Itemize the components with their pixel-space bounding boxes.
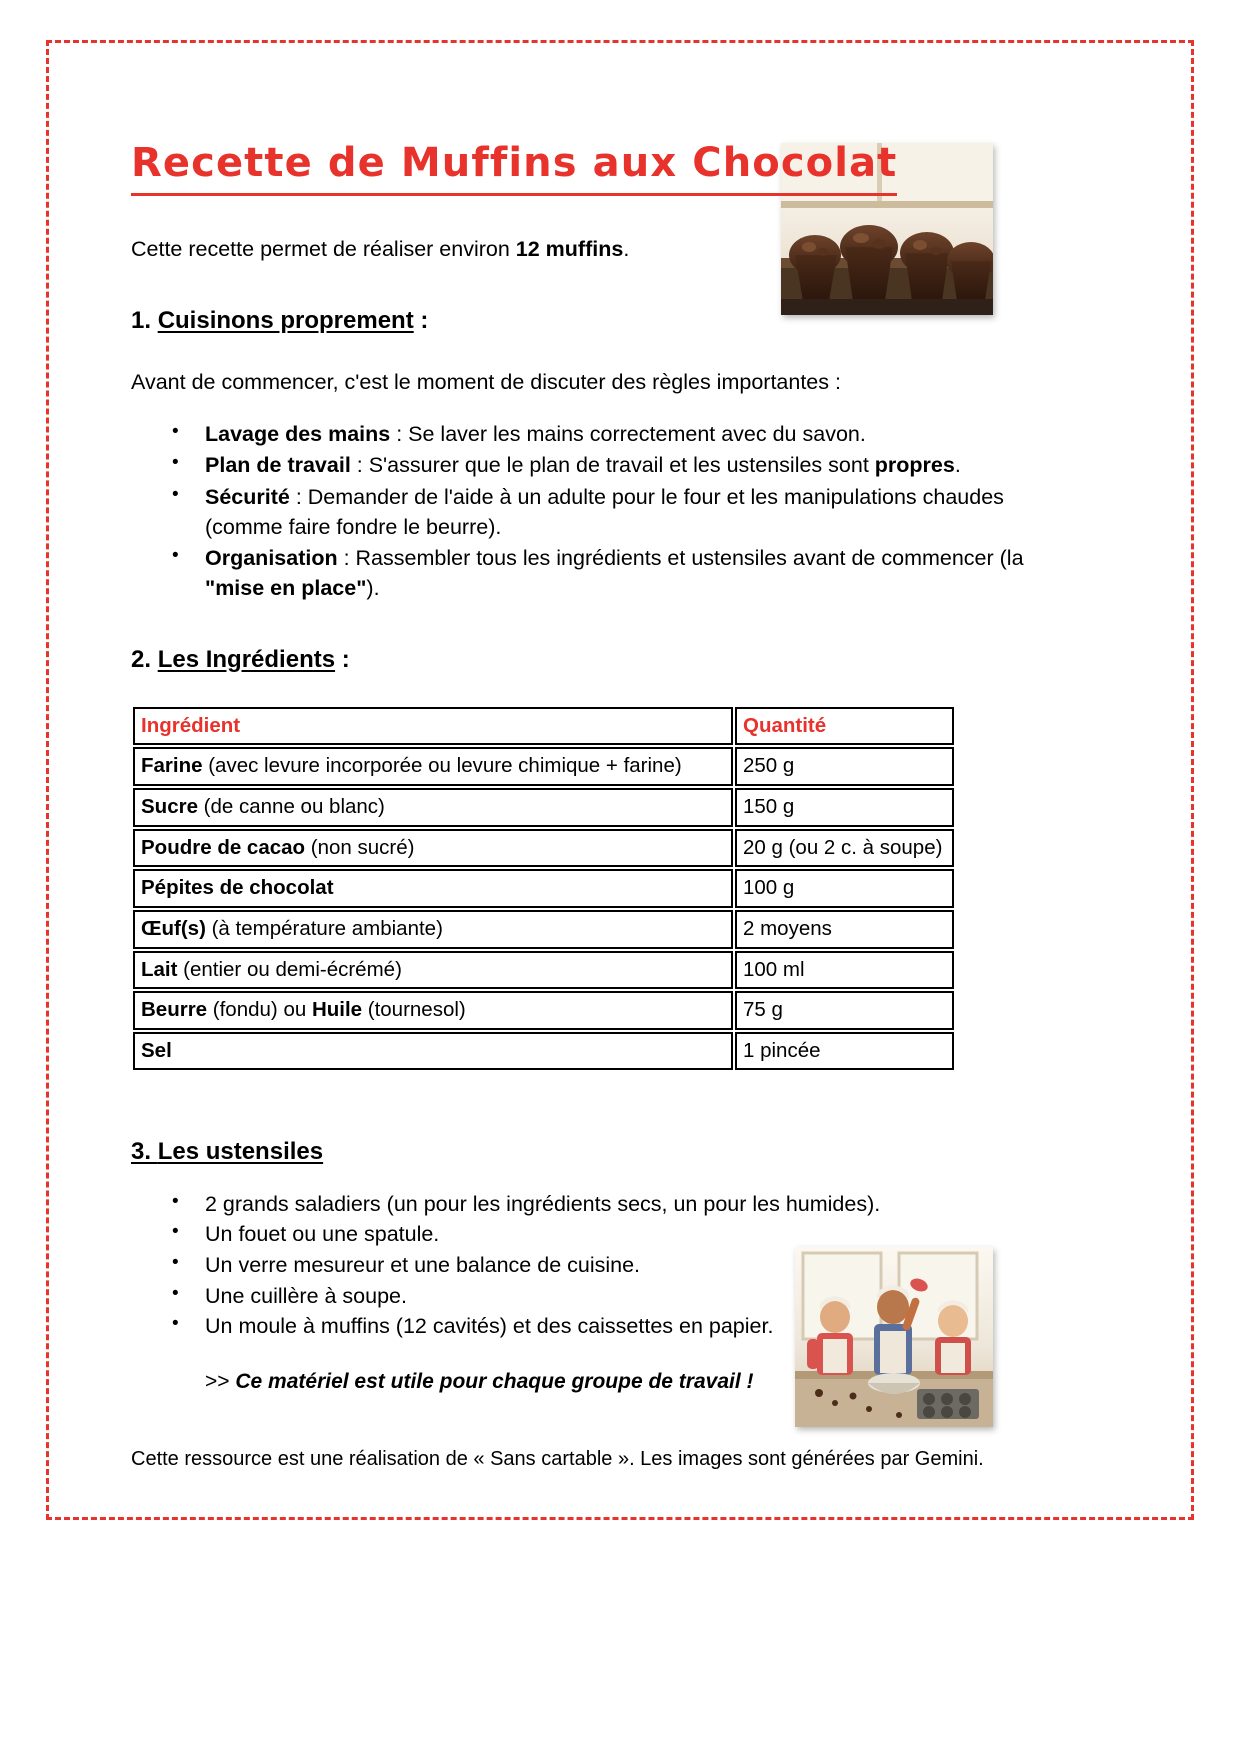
document-content [131,140,1031,1394]
rule-bold-tail: "mise en place" [205,576,367,600]
rule-text: : Rassembler tous les ingrédients et ustensiles avant de commencer (la [337,546,1024,571]
ingredient-detail: (à température ambiante) [205,916,443,940]
cell-quantity: 250 g [735,747,954,786]
ingredient-detail: (non sucré) [305,835,415,859]
ingredient-name: Sel [141,1038,172,1062]
section-1-intro: Avant de commencer, c'est le moment de discuter des règles importantes : [131,369,841,394]
table-header-row [133,707,954,746]
section-1-number: 1. [131,307,152,335]
ingredient-detail: (entier ou demi-écrémé) [177,957,402,981]
section-2-heading [131,644,1031,675]
section-1-title: Cuisinons proprement [157,307,414,335]
rule-term: Plan de travail [205,453,351,478]
list-item: • Un moule à muffins (12 cavités) et des caissettes en papier. [205,1312,1031,1342]
cell-ingredient [133,1032,733,1071]
section-2-title: Les Ingrédients [157,645,336,673]
list-item: • Une cuillère à soupe. [205,1282,1031,1312]
rule-term: Lavage des mains [205,421,391,446]
rule-text: : Demander de l'aide à un adulte pour le four et les manipulations chaudes (comme faire fondre le beurre). [205,485,1004,539]
section-1-colon: : [413,307,429,335]
footer-note: Cette ressource est une réalisation de « Sans cartable ». Les images sont générées par Gemini. [131,1448,984,1470]
column-header-ingredient: Ingrédient [133,707,733,746]
table-row [133,991,954,1030]
table-row [133,788,954,827]
cell-ingredient [133,991,733,1030]
intro-bold-count: 12 muffins [515,237,624,262]
cell-quantity: 100 ml [735,951,954,990]
table-row [133,1032,954,1071]
ingredient-detail-alt: (tournesol) [362,998,466,1022]
kids-baking-photo [795,1247,993,1427]
rule-bold-tail: propres [874,453,955,478]
cell-ingredient [133,910,733,949]
list-item [205,544,1031,603]
ingredient-name-alt: Huile [311,998,363,1022]
ingredient-name: Poudre de cacao [141,835,306,859]
rule-term: Organisation [205,546,338,571]
section-3-heading [131,1136,323,1167]
section-3-number: 3. [131,1138,152,1166]
kids-baking-illustration [795,1247,993,1427]
ingredient-name: Beurre [141,998,208,1022]
ingredient-detail: (avec levure incorporée ou levure chimique + farine) [202,754,682,778]
table-row [133,951,954,990]
section-3-title: Les ustensiles [157,1138,324,1166]
table-row [133,869,954,908]
page-title: Recette de Muffins aux Chocolat [131,140,897,196]
cell-ingredient [133,788,733,827]
rule-tail-end: ). [366,576,380,600]
table-row [133,747,954,786]
cell-quantity: 20 g (ou 2 c. à soupe) [735,829,954,868]
rule-tail-end: . [954,453,961,478]
intro-suffix: . [623,237,630,262]
column-header-quantity: Quantité [735,707,954,746]
intro-prefix: Cette recette permet de réaliser environ [131,237,516,262]
rule-text: : Se laver les mains correctement avec du savon. [390,421,866,446]
ingredient-name: Lait [141,957,178,981]
cell-quantity: 1 pincée [735,1032,954,1071]
list-item [205,420,1031,450]
table-row [133,829,954,868]
callout-arrows: >> [205,1369,236,1393]
ingredients-table [131,705,956,1073]
list-item: • 2 grands saladiers (un pour les ingrédients secs, un pour les humides). [205,1190,1031,1220]
cell-ingredient [133,829,733,868]
ingredient-name: Sucre [141,795,198,819]
section-1-heading [131,305,1031,336]
section-2-number: 2. [131,645,152,673]
list-item: • Un fouet ou une spatule. [205,1220,1031,1250]
ingredient-detail: (de canne ou blanc) [197,795,385,819]
rule-term: Sécurité [205,485,290,510]
cell-quantity: 150 g [735,788,954,827]
list-item [205,451,1031,481]
cell-ingredient [133,747,733,786]
ingredient-name: Œuf(s) [141,916,206,940]
list-item [205,483,1031,542]
list-item: • Un verre mesureur et une balance de cuisine. [205,1251,1031,1281]
rules-list [131,420,1031,604]
ingredient-name: Pépites de chocolat [141,876,334,900]
cell-ingredient [133,869,733,908]
cell-quantity: 75 g [735,991,954,1030]
section-2-colon: : [335,645,350,673]
rule-text: : S'assurer que le plan de travail et les ustensiles sont [350,453,875,478]
intro-paragraph [131,234,1031,265]
ingredient-name: Farine [141,754,203,778]
ingredient-detail: (fondu) ou [207,998,312,1022]
callout-text: Ce matériel est utile pour chaque groupe de travail ! [235,1369,754,1393]
table-row [133,910,954,949]
cell-quantity: 2 moyens [735,910,954,949]
cell-ingredient [133,951,733,990]
cell-quantity: 100 g [735,869,954,908]
